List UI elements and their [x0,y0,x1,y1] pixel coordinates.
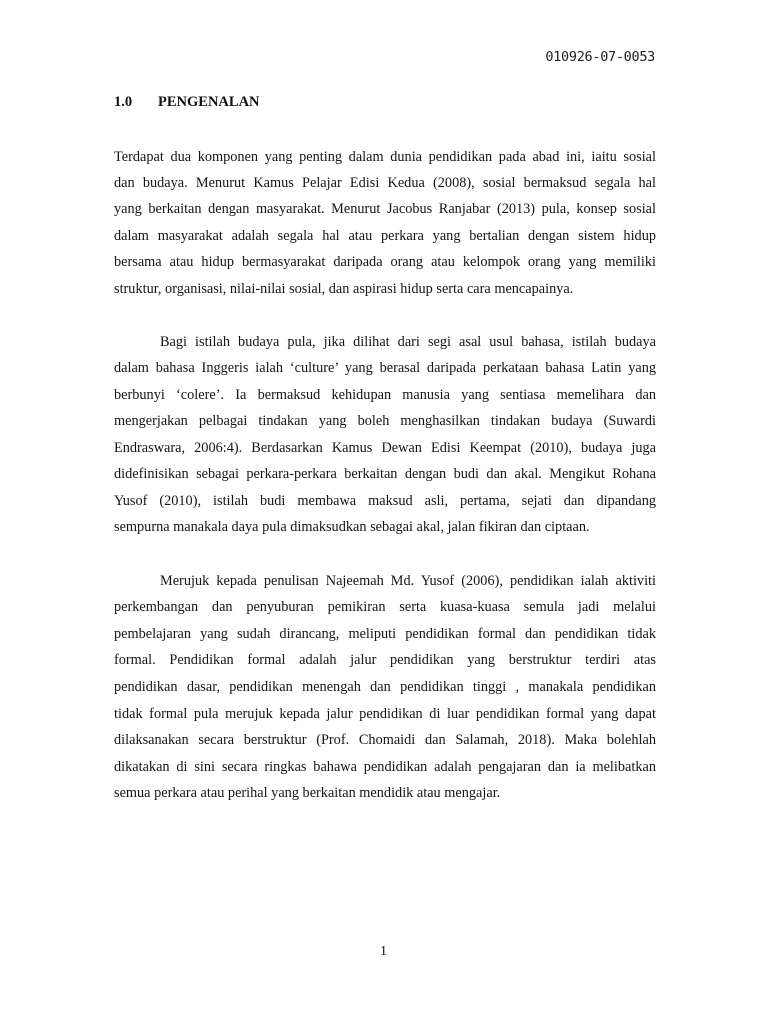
paragraph-line: struktur, organisasi, nilai-nilai sosial, dan aspirasi hidup serta cara mencapainya. [114,281,574,297]
paragraph-line: perkembangan dan penyuburan pemikiran serta kuasa-kuasa semula jadi melalui [114,599,656,615]
paragraph-line: Merujuk kepada penulisan Najeemah Md. Yusof (2006), pendidikan ialah aktiviti [160,573,656,589]
paragraph-line: yang berkaitan dengan masyarakat. Menurut Jacobus Ranjabar (2013) pula, konsep sosial [114,201,656,217]
paragraph-line: semua perkara atau perihal yang berkaitan mendidik atau mengajar. [114,785,501,801]
section-heading [114,93,260,111]
paragraph-line: pembelajaran yang sudah dirancang, meliputi pendidikan formal dan pendidikan tidak [114,626,656,642]
section-number: 1.0 [114,94,133,110]
page-number: 1 [380,944,387,959]
section-title: PENGENALAN [158,94,260,110]
paragraph-line: Yusof (2010), istilah budi membawa maksud asli, pertama, sejati dan dipandang [114,493,656,509]
paragraph-line: dilaksanakan secara berstruktur (Prof. Chomaidi dan Salamah, 2018). Maka bolehlah [114,732,656,748]
paragraph-line: Terdapat dua komponen yang penting dalam dunia pendidikan pada abad ini, iaitu sosial [114,149,656,165]
paragraph-line: didefinisikan sebagai perkara-perkara berkaitan dengan budi dan akal. Mengikut Rohana [114,466,656,482]
paragraph-line: bersama atau hidup bermasyarakat daripada orang atau kelompok orang yang memiliki [114,254,656,270]
paragraph-line: dan budaya. Menurut Kamus Pelajar Edisi Kedua (2008), sosial bermaksud segala hal [114,175,656,191]
paragraph-line: dikatakan di sini secara ringkas bahawa pendidikan adalah pengajaran dan ia melibatkan [114,759,656,775]
paragraph-line: berbunyi ‘colere’. Ia bermaksud kehidupan manusia yang sentiasa memelihara dan [114,387,656,403]
paragraph-line: mengerjakan pelbagai tindakan yang boleh menghasilkan tindakan budaya (Suwardi [114,413,656,429]
paragraph-line: dalam bahasa Inggeris ialah ‘culture’ yang berasal daripada perkataan bahasa Latin yang [114,360,656,376]
document-id: 010926-07-0053 [545,49,655,65]
paragraph-line: tidak formal pula merujuk kepada jalur pendidikan di luar pendidikan formal yang dapat [114,706,656,722]
paragraph-line: Endraswara, 2006:4). Berdasarkan Kamus Dewan Edisi Keempat (2010), budaya juga [114,440,656,456]
paragraph-line: sempurna manakala daya pula dimaksudkan sebagai akal, jalan fikiran dan ciptaan. [114,519,590,535]
paragraph-line: Bagi istilah budaya pula, jika dilihat dari segi asal usul bahasa, istilah budaya [160,334,656,350]
paragraph-line: pendidikan dasar, pendidikan menengah dan pendidikan tinggi , manakala pendidikan [114,679,656,695]
paragraph-line: dalam masyarakat adalah segala hal atau perkara yang bertalian dengan sistem hidup [114,228,656,244]
paragraph-line: formal. Pendidikan formal adalah jalur pendidikan yang berstruktur terdiri atas [114,652,656,668]
